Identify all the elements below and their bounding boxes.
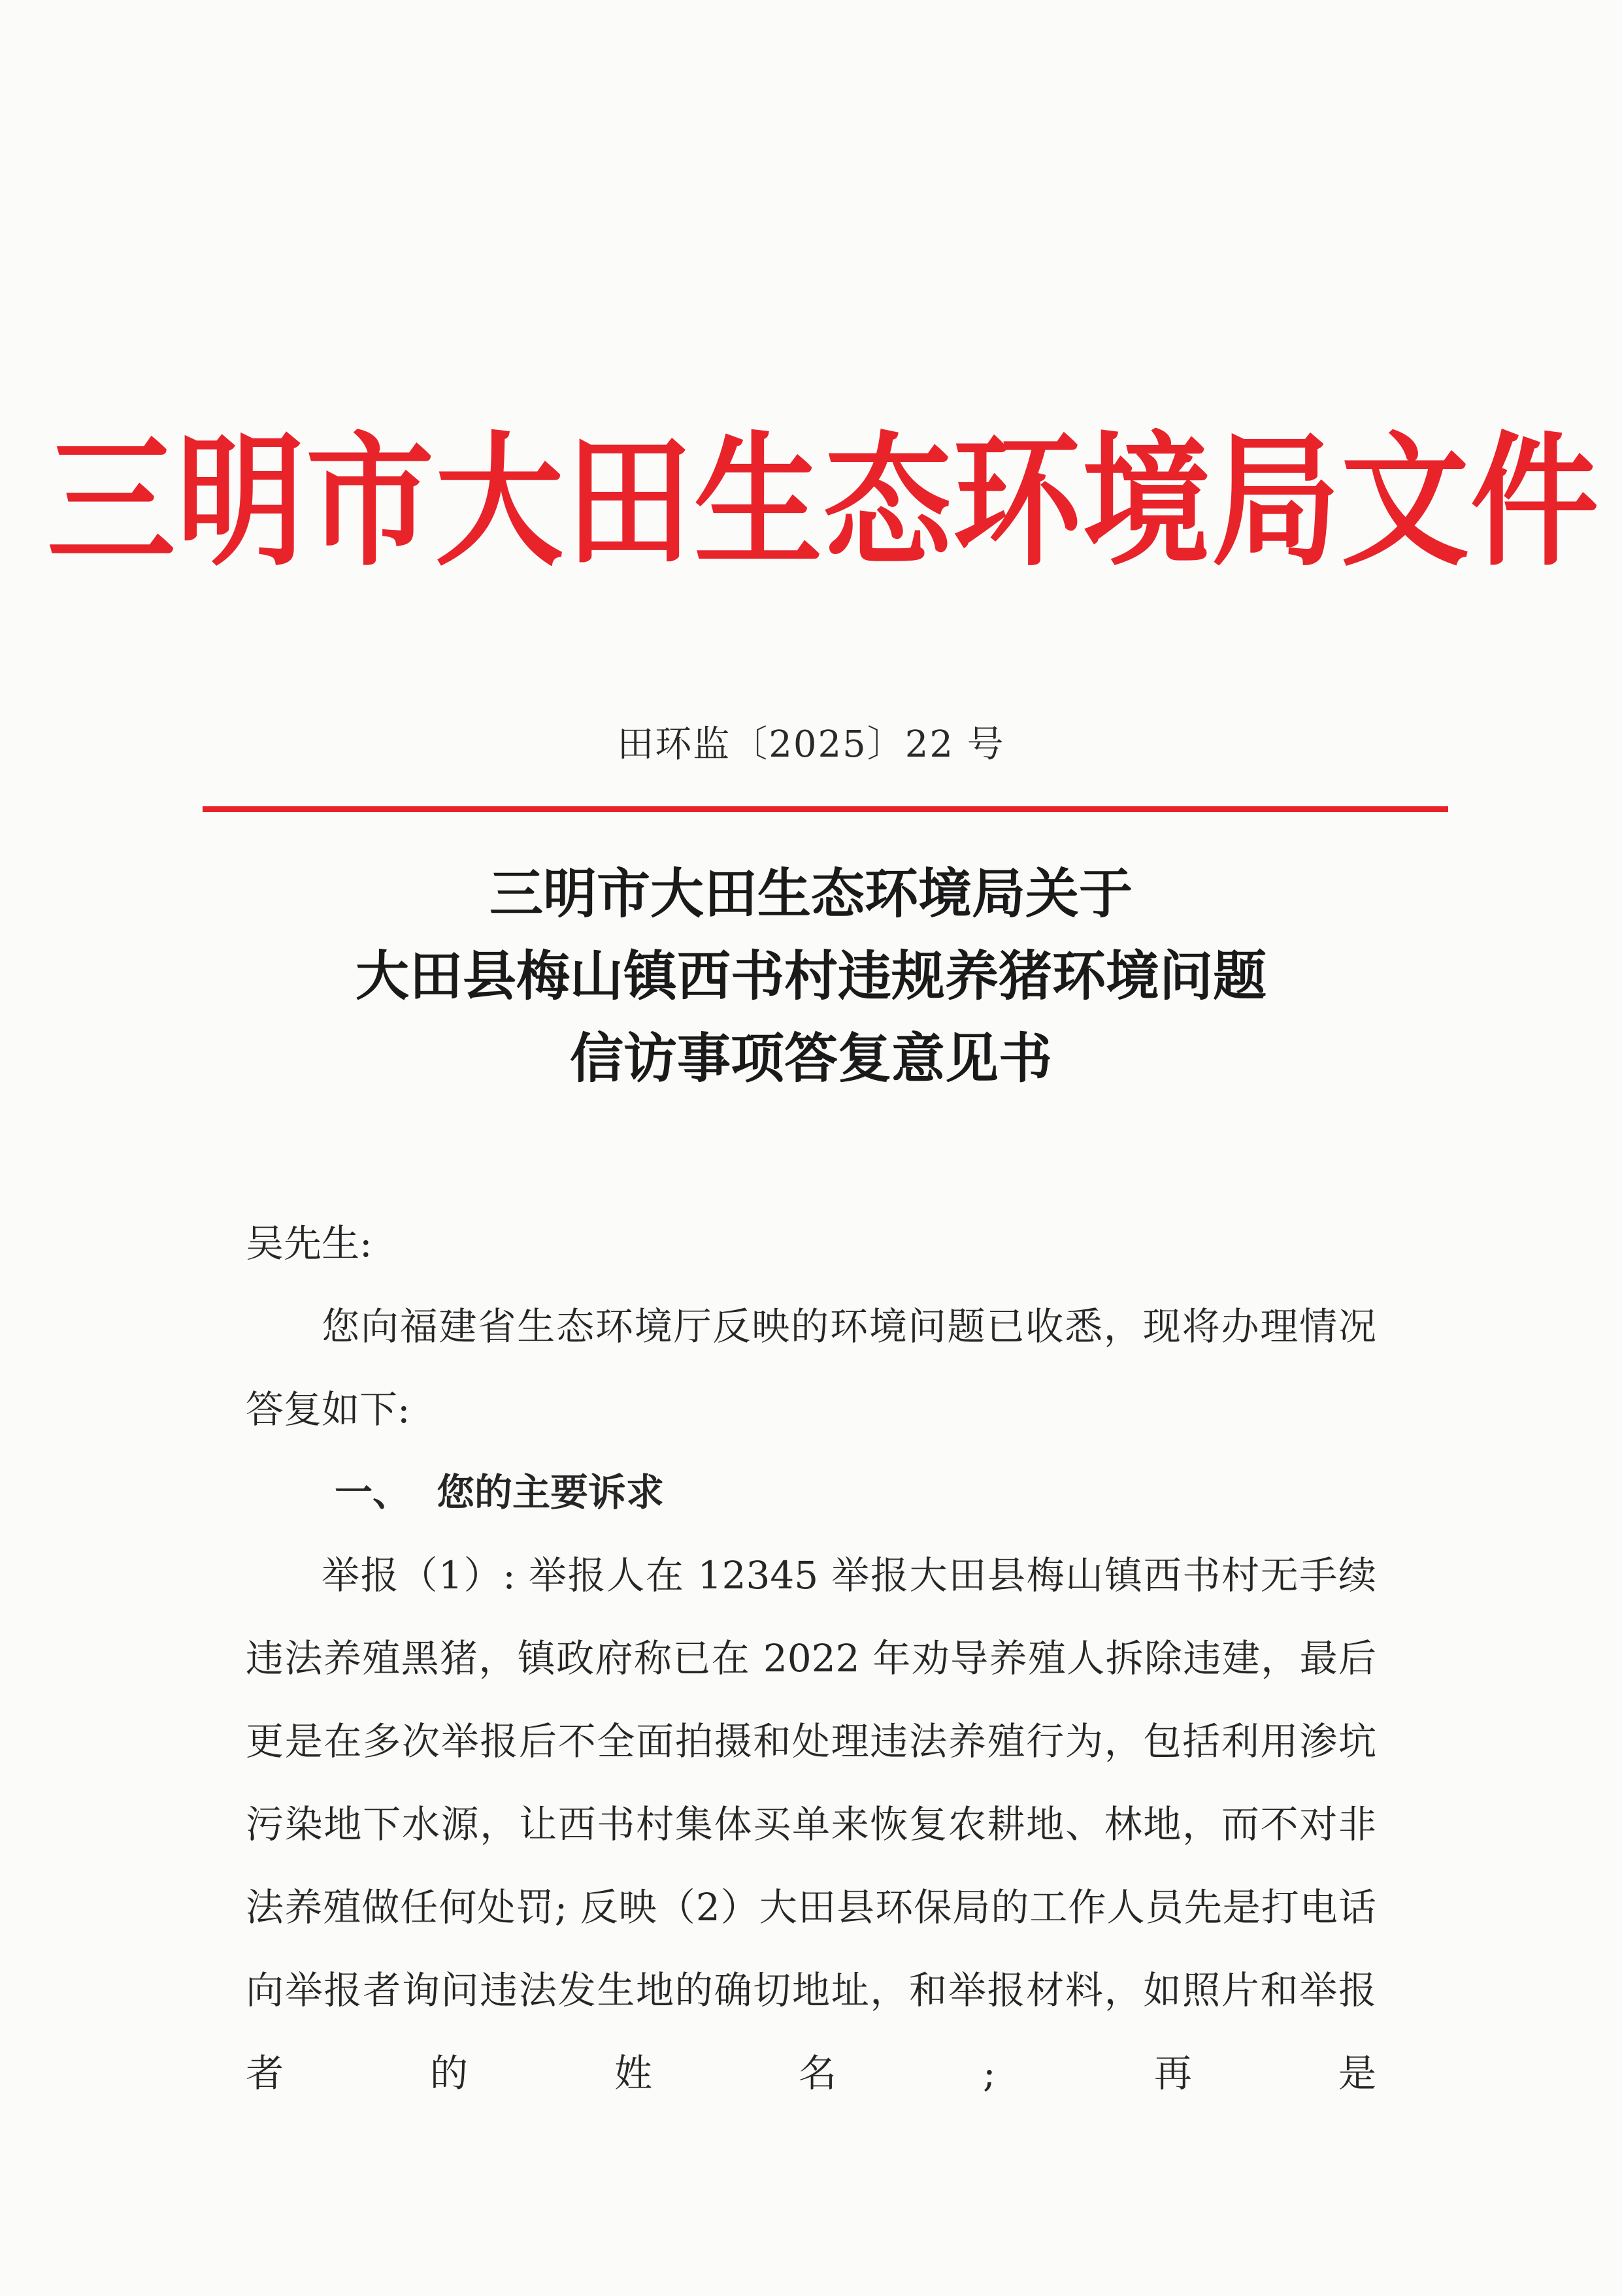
masthead-title: 三明市大田生态环境局文件 [47,418,1600,586]
title-line-3: 信访事项答复意见书 [569,1027,1052,1090]
document-number: 田环监〔2025〕22 号 [617,723,1005,766]
section-number: 一、 [335,1470,411,1515]
intro-paragraph: 您向福建省生态环境厅反映的环境问题已收悉，现将办理情况答复如下: [246,1304,1376,1432]
salutation: 吴先生: [246,1221,372,1266]
document-title [0,853,1622,1100]
document-body [246,1202,1376,2115]
section-heading-text: 您的主要诉求 [437,1470,665,1515]
section-heading [246,1451,1376,1534]
red-divider-line [203,806,1448,812]
report-paragraph: 举报（1）: 举报人在 12345 举报大田县梅山镇西书村无手续违法养殖黑猪，镇政府称已在 2022 年劝导养殖人拆除违建，最后更是在多次举报后不全面拍摄和处理违法养殖行为，包括利用渗坑污染地下水源，让西书村集体买单来恢复农耕地、林地，而不对非法养殖做任何处罚; 反映（2）大田县环保局的工作人员先是打电话向举报者询问违法发生地的确切地址，和举报材料，如照片和举报者的姓名; 再是 [246,1553,1376,2095]
title-line-2: 大田县梅山镇西书村违规养猪环境问题 [355,945,1266,1008]
title-line-1: 三明市大田生态环境局关于 [489,862,1133,925]
